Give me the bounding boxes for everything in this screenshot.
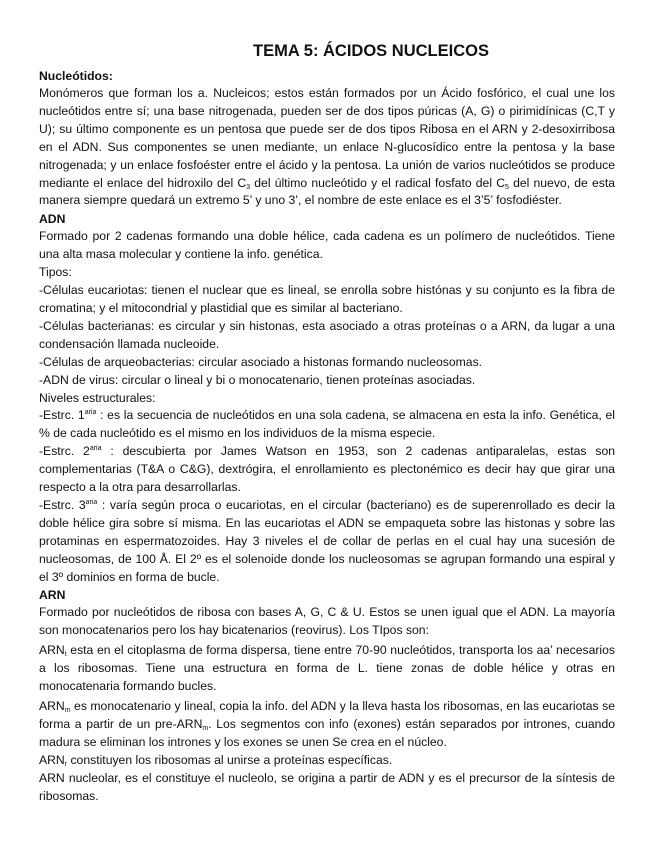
tipo-bacterianas: -Células bacterianas: es circular y sin histonas, esta asociado a otras proteínas o a ARN, da lugar a una condensación llamada nucleoide. (39, 318, 615, 351)
text-span: ARN (39, 699, 65, 713)
estructura-secundaria (39, 443, 615, 497)
superscript: aria (89, 445, 102, 453)
text-span: : es la secuencia de nucleótidos en una sola cadena, se almacena en esta la info. Genética, el % de cada nucleótido es el mismo en los individuos de la misma especie. (39, 408, 616, 441)
text-span: esta en el citoplasma de forma dispersa, tiene entre 70-90 nucleótidos, transporta los aa’ necesarios a los ribosomas. Tiene una estructura en forma de L. tiene zonas de doble hélice y otras en monocatenaria formando bucles. (39, 643, 615, 694)
section-heading-arn: ARN (39, 588, 66, 603)
paragraph-arn-nucleolar: ARN nucleolar, es el constituye el nucleolo, se origina a partir de ADN y es el precursor de la síntesis de ribosomas. (39, 770, 615, 803)
text-span: : varía según proca o eucariotas, en el circular (bacteriano) es de superenrollado es decir la doble hélice gira sobre sí misma. En las eucariotas el ADN se empaqueta sobre las histonas y sobre las protaminas en espermatozoides. Hay 3 niveles el de collar de perlas en el cual hay una sucesión de nucleosomas, de 100 Å. El 2º es el solenoide donde los nucleosomas se agrupan formando una espiral y el 3º dominios en forma de bucle. (39, 497, 615, 584)
text-span: del nuevo, de esta manera siempre quedará un extremo 5’ y uno 3’, el nombre de este enlace es el 3’5’ fosfodiéster. (39, 175, 615, 208)
paragraph-arn-intro: Formado por nucleótidos de ribosa con bases A, G, C & U. Estos se unen igual que el ADN. La mayoría son monocatenarios pero los hay bicatenarios (reovirus). Los TIpos son: (39, 605, 615, 638)
paragraph-arn-m (39, 698, 615, 752)
subscript: r (64, 760, 68, 768)
superscript: aria (84, 409, 97, 417)
text-span: : descubierta por James Watson en 1953, son 2 cadenas antiparalelas, estas son complementarias (T&A o C&G), dextrógira, el enrollamiento es plectonémico es decir hay que girar una respecto a la otra para desarrollarlas. (39, 444, 616, 495)
tipo-virus: -ADN de virus: circular o lineal y bi o monocatenario, tienen proteínas asociadas. (39, 372, 476, 387)
text-span: -Estrc. 3 (39, 497, 86, 512)
text-span: -Estrc. 2 (39, 444, 90, 459)
subscript: t (64, 651, 67, 659)
niveles-label: Niveles estructurales: (39, 390, 156, 405)
text-span: es monocatenario y lineal, copia la info. del ADN y la lleva hasta los ribosomas, en las eucariotas se forma a partir de un pre-ARN (39, 699, 615, 731)
subscript: 3 (246, 183, 251, 191)
paragraph-arn-r (39, 752, 615, 770)
estructura-primaria (39, 407, 615, 443)
text-span: -Estrc. 1 (39, 408, 85, 423)
estructura-terciaria (39, 497, 615, 587)
superscript: aria (85, 498, 98, 506)
text-span: ARN (39, 643, 65, 658)
text-span: ARN (39, 752, 65, 767)
section-heading-adn: ADN (39, 212, 66, 227)
section-heading-nucleotidos: Nucleótidos: (39, 69, 113, 83)
tipo-arqueobacterias: -Células de arqueobacterias: circular asociado a histonas formando nucleosomas. (39, 354, 483, 369)
subscript: m (202, 724, 209, 732)
tipo-eucariotas: -Células eucariotas: tienen el nuclear que es lineal, se enrolla sobre histónas y su conjunto es la fibra de cromatina; y el mitocondrial y plastidial que es similar al bacteriano. (39, 283, 615, 315)
subscript: 5 (505, 183, 509, 191)
text-span: . Los segmentos con info (exones) están separados por intrones, cuando madura se eliminan los intrones y los exones se unen Se crea en el núcleo. (39, 716, 615, 749)
page-title: TEMA 5: ÁCIDOS NUCLEICOS (253, 42, 489, 60)
text-span: del último nucleótido y el radical fosfato del C (250, 175, 505, 190)
paragraph-adn-intro: Formado por 2 cadenas formando una doble hélice, cada cadena es un polímero de nucleótidos. Tiene una alta masa molecular y contiene la info. genética. (39, 229, 615, 262)
subscript: m (64, 707, 71, 714)
paragraph-arn-t (39, 642, 615, 696)
text-span: constituyen los ribosomas al unirse a proteínas específicas. (67, 752, 393, 767)
paragraph-nucleotidos (39, 85, 615, 210)
text-span: Monómeros que forman los a. Nucleicos; estos están formados por un Ácido fosfórico, el cual une los nucleótidos entre sí; una base nitrogenada, pueden ser de dos tipos púricas (A, G) o pirimidínicas (C,T y U); su último componente es un pentosa que puede ser de dos tipos Ribosa en el ARN y 2-desoxirribosa en el ADN. Sus componentes se unen mediante, un enlace N-glucosídico entre la pentosa y la base nitrogenada; y un enlace fosfoéster entre el ácido y la pentosa. La unión de varios nucleótidos se produce mediante el enlace del hidroxilo del C (39, 86, 615, 190)
tipos-label: Tipos: (39, 265, 72, 280)
